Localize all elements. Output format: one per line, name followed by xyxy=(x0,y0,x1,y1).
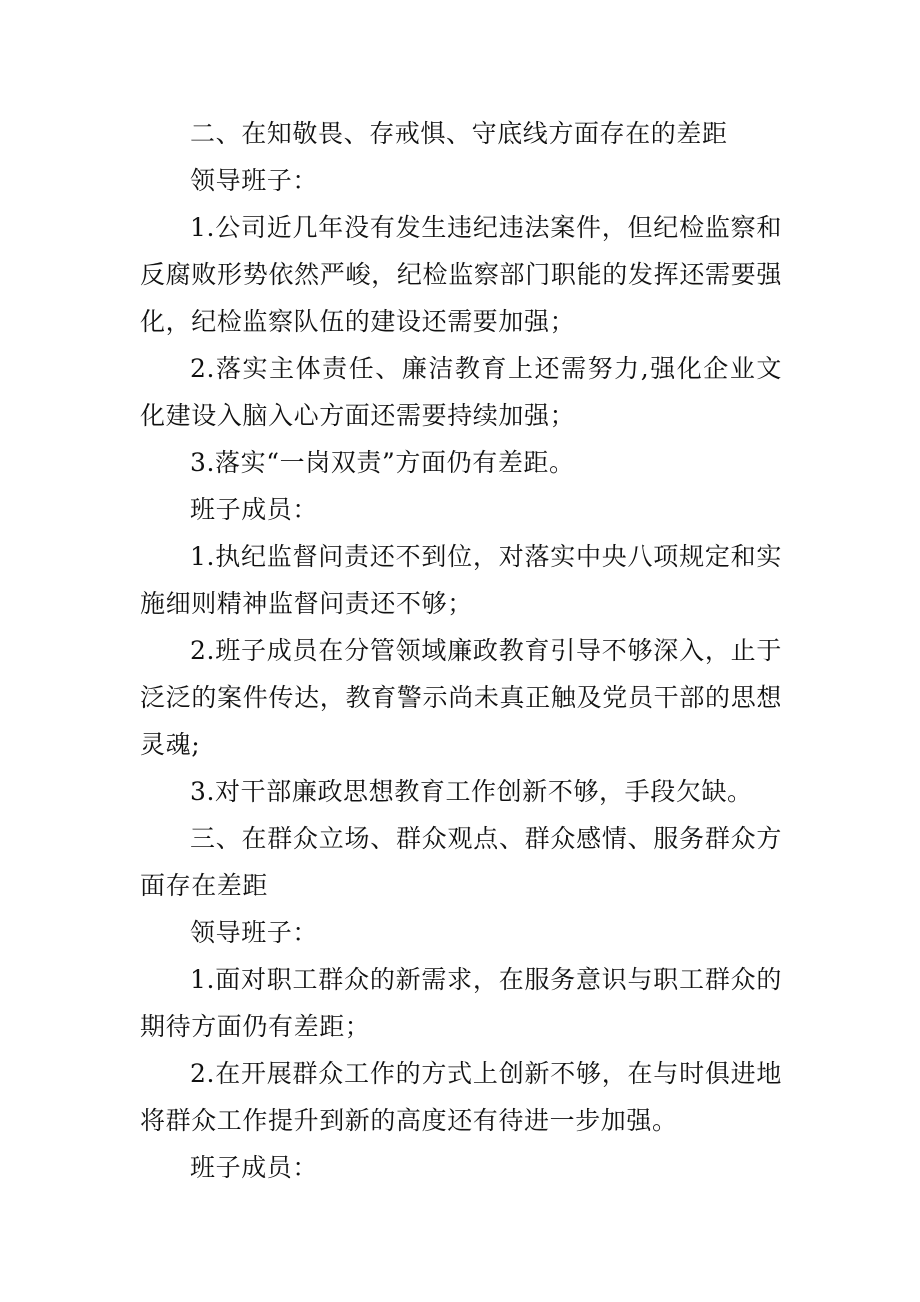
list-item: 2.班子成员在分管领域廉政教育引导不够深入，止于泛泛的案件传达，教育警示尚未真正触及党员干部的思想灵魂; xyxy=(140,636,782,759)
section-heading-3: 三、在群众立场、群众观点、群众感情、服务群众方面存在差距 xyxy=(140,824,782,900)
section-heading-2: 二、在知敬畏、存戒惧、守底线方面存在的差距 xyxy=(190,119,728,148)
subheading-members: 班子成员： xyxy=(190,1153,319,1182)
subheading-leadership: 领导班子： xyxy=(190,918,319,947)
list-item: 3.落实“一岗双责”方面仍有差距。 xyxy=(190,448,575,477)
list-item: 3.对干部廉政思想教育工作创新不够，手段欠缺。 xyxy=(190,777,753,806)
document-body xyxy=(140,110,782,1191)
list-item: 1.面对职工群众的新需求，在服务意识与职工群众的期待方面仍有差距； xyxy=(140,965,782,1041)
list-item: 1.执纪监督问责还不到位，对落实中央八项规定和实施细则精神监督问责还不够； xyxy=(140,542,782,618)
list-item: 2.落实主体责任、廉洁教育上还需努力,强化企业文化建设入脑入心方面还需要持续加强； xyxy=(140,354,782,430)
list-item: 1.公司近几年没有发生违纪违法案件，但纪检监察和反腐败形势依然严峻，纪检监察部门职能的发挥还需要强化，纪检监察队伍的建设还需要加强； xyxy=(140,213,782,336)
subheading-leadership: 领导班子： xyxy=(190,166,319,195)
list-item: 2.在开展群众工作的方式上创新不够，在与时俱进地将群众工作提升到新的高度还有待进一步加强。 xyxy=(140,1059,782,1135)
subheading-members: 班子成员： xyxy=(190,495,319,524)
